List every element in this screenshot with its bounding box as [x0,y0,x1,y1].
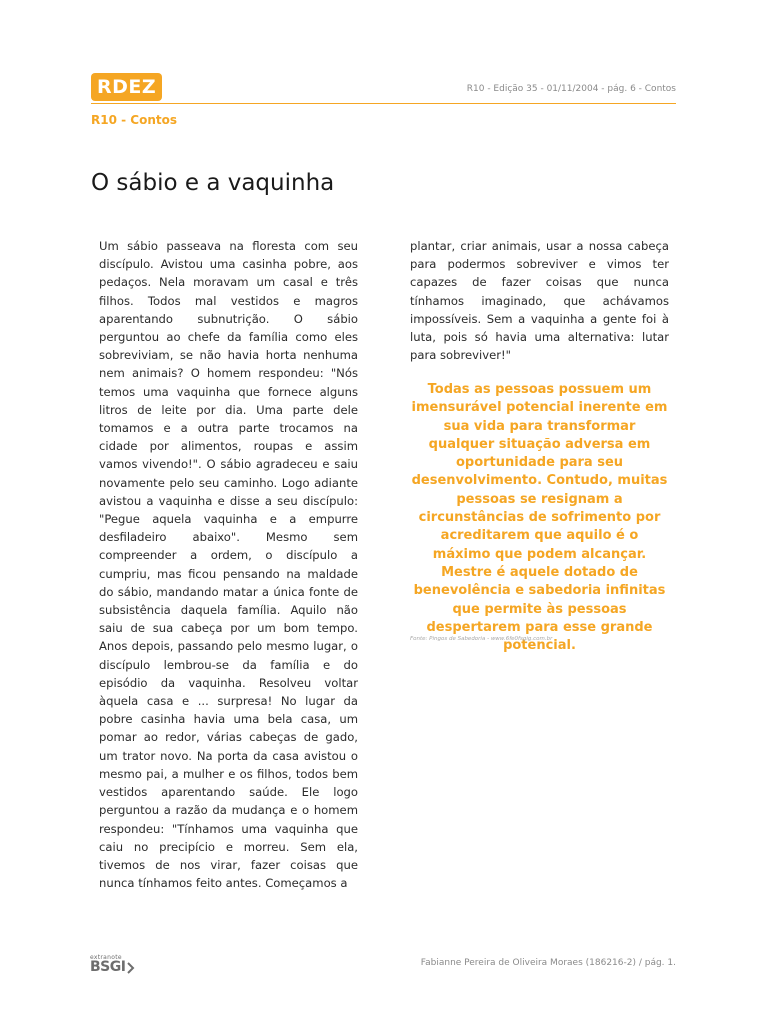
article-column-right: plantar, criar animais, usar a nossa cabeça para podermos sobreviver e vimos ter capazes de fazer coisas que nunca tínhamos imaginado, que achávamos impossíveis. Sem a vaquinha a gente foi à luta, pois só havia uma alternativa: lutar para sobreviver!" [410,239,669,363]
source-note: Fonte: Pingos de Sabedoria - www.6fe0fsgig.com.br [410,636,553,642]
chevron-right-icon [126,962,135,974]
bsgi-logo [90,954,134,976]
bsgi-logo-small-text: extranote [90,954,122,961]
footer-credit: Fabianne Pereira de Oliveira Moraes (186216-2) / pág. 1. [420,958,676,968]
article-title: O sábio e a vaquinha [91,170,335,196]
section-label: R10 - Contos [91,113,177,127]
pull-quote: Todas as pessoas possuem um imensurável potencial inerente em sua vida para transformar qualquer situação adversa em oportunidade para seu desenvolvimento. Contudo, muitas pessoas se resignam a circunstâncias de sofrimento por acreditarem que aquilo é o máximo que podem alcançar. Mestre é aquele dotado de benevolência e sabedoria infinitas que permite às pessoas despertarem para esse grande potencial. [411,382,668,654]
header-divider [91,103,676,104]
bsgi-logo-text: BSGI [90,959,126,975]
article-column-left: Um sábio passeava na floresta com seu discípulo. Avistou uma casinha pobre, aos pedaços. Nela moravam um casal e três filhos. Todos mal vestidos e magros aparentando subnutrição. O sábio perguntou ao chefe da família como eles sobreviviam, se não havia horta nenhuma nem animais? O homem respondeu: "Nós temos uma vaquinha que fornece alguns litros de leite por dia. Uma parte dele tomamos e a outra parte trocamos na cidade por alimentos, roupas e assim vamos vivendo!". O sábio agradeceu e saiu novamente pelo seu caminho. Logo adiante avistou a vaquinha e disse a seu discípulo: "Pegue aquela vaquinha e a empurre desfiladeiro abaixo". Mesmo sem compreender a ordem, o discípulo a cumpriu, mas ficou pensando na maldade do sábio, mandando matar a única fonte de subsistência daquela família. Aquilo não saiu de sua cabeça por um bom tempo. Anos depois, passando pelo mesmo lugar, o discípulo lembrou-se da família e do episódio da vaquinha. Resolveu voltar àquela casa e ... surpresa! No lugar da pobre casinha havia uma bela casa, um pomar ao redor, várias cabeças de gado, um trator novo. Na porta da casa avistou o mesmo pai, a mulher e os filhos, todos bem vestidos aparentando saúde. Ele logo perguntou a razão da mudança e o homem respondeu: "Tínhamos uma vaquinha que caiu no precipício e morreu. Sem ela, tivemos de nos virar, fazer coisas que nunca tínhamos feito antes. Começamos a [99,239,358,891]
rdez-logo: RDEZ [91,73,162,101]
issue-meta: R10 - Edição 35 - 01/11/2004 - pág. 6 - Contos [466,84,676,94]
